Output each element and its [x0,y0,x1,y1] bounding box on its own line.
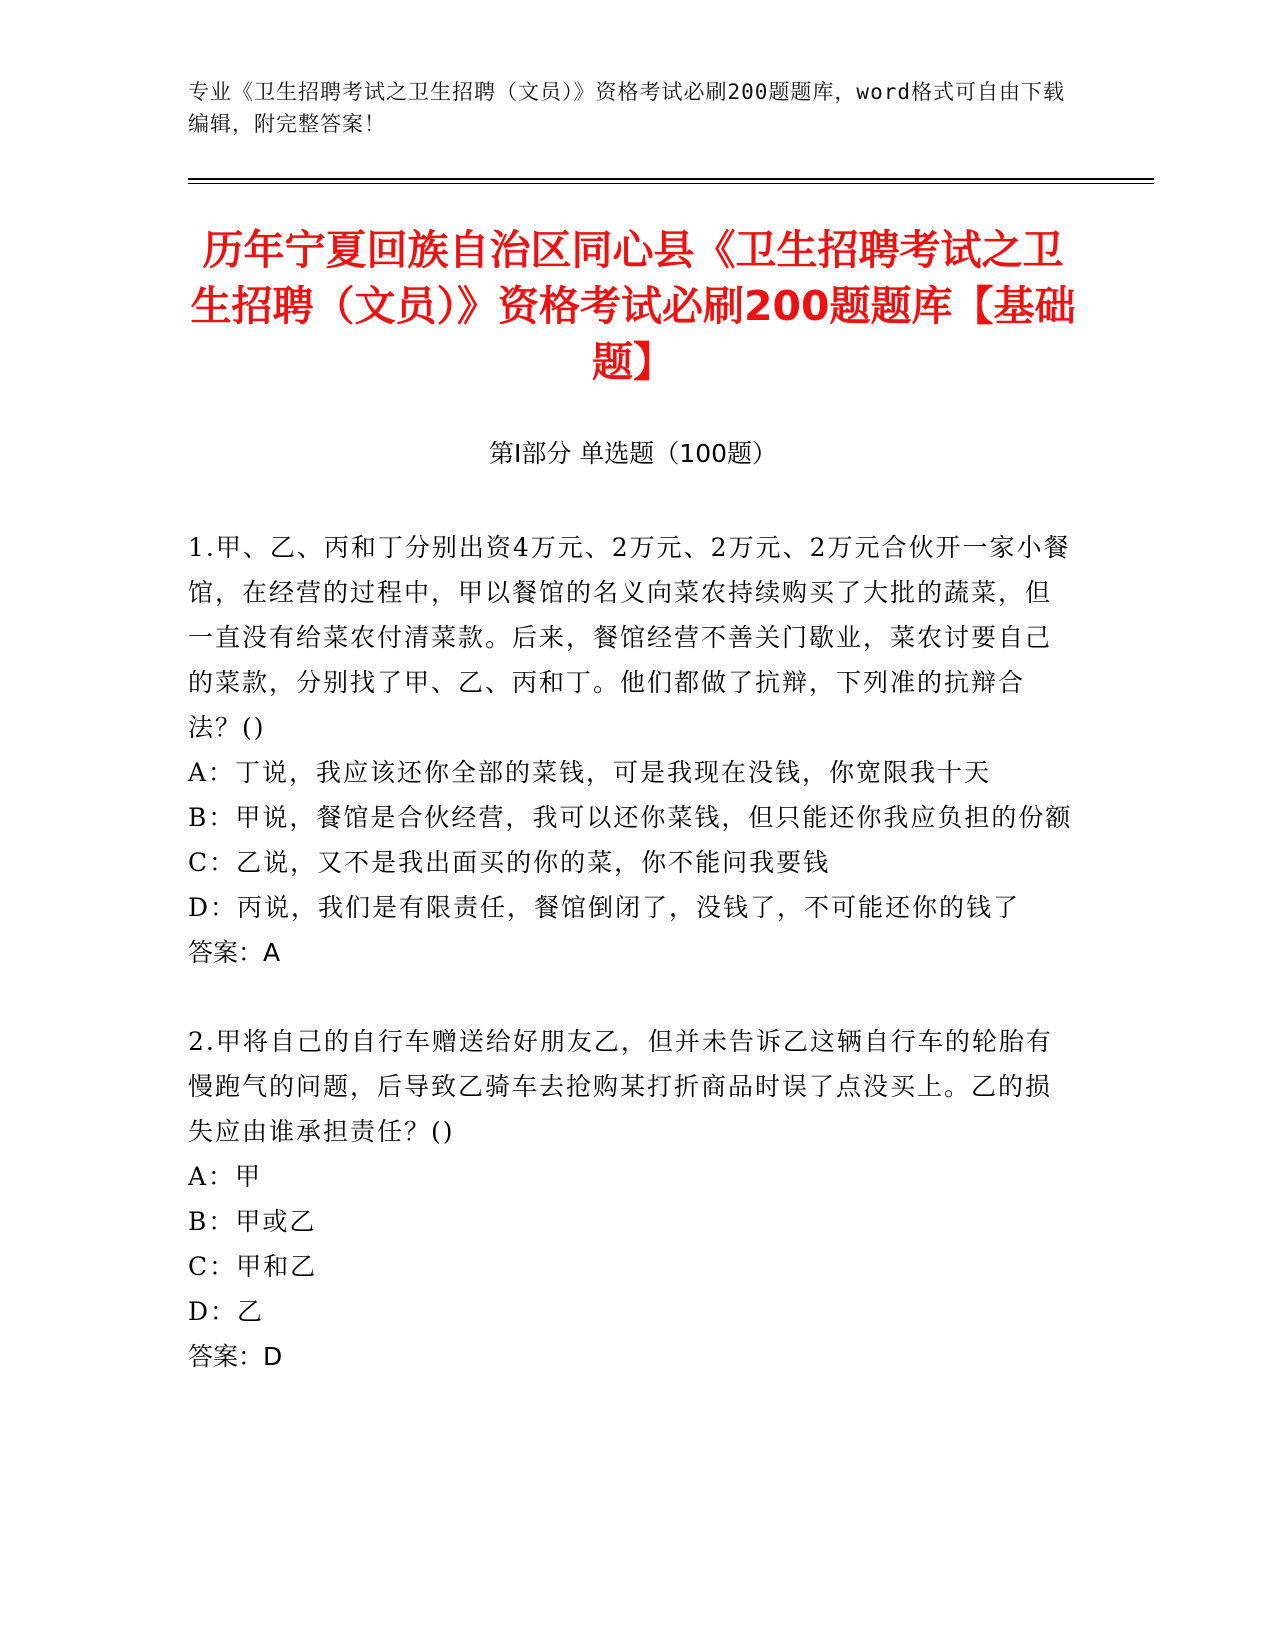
question-stem: 2.甲将自己的自行车赠送给好朋友乙，但并未告诉乙这辆自行车的轮胎有慢跑气的问题，后导致乙骑车去抢购某打折商品时误了点没买上。乙的损失应由谁承担责任？() [188,1027,1053,1146]
header-divider-thin [188,183,1154,184]
document-title: 历年宁夏回族自治区同心县《卫生招聘考试之卫生招聘（文员）》资格考试必刷200题题库【基础题】 [190,226,1076,386]
header-note: 专业《卫生招聘考试之卫生招聘（文员）》资格考试必刷200题题库，word格式可自由下载编辑，附完整答案！ [188,80,1065,136]
question-stem: 1.甲、乙、丙和丁分别出资4万元、2万元、2万元、2万元合伙开一家小餐馆，在经营的过程中，甲以餐馆的名义向菜农持续购买了大批的蔬菜，但一直没有给菜农付清菜款。后来，餐馆经营不善关门歇业，菜农讨要自己的菜款，分别找了甲、乙、丙和丁。他们都做了抗辩，下列准的抗辩合法？() [188,533,1071,742]
answer-line: 答案：A [188,938,281,967]
option-b: B：甲或乙 [188,1207,317,1236]
answer-line: 答案：D [188,1342,283,1371]
option-c: C：甲和乙 [188,1252,318,1281]
section-heading: 第Ⅰ部分 单选题（100题） [488,439,778,468]
option-c: C：乙说，又不是我出面买的你的菜，你不能问我要钱 [188,848,831,877]
question-1 [188,525,1078,975]
option-a: A：丁说，我应该还你全部的菜钱，可是我现在没钱，你宽限我十天 [188,758,992,787]
option-a: A：甲 [188,1162,263,1191]
header-divider-thick [188,178,1154,180]
question-list [188,525,1078,1379]
option-b: B：甲说，餐馆是合伙经营，我可以还你菜钱，但只能还你我应负担的份额 [188,803,1073,832]
question-2 [188,1019,1078,1379]
option-d: D：乙 [188,1297,265,1326]
option-d: D：丙说，我们是有限责任，餐馆倒闭了，没钱了，不可能还你的钱了 [188,893,1021,922]
